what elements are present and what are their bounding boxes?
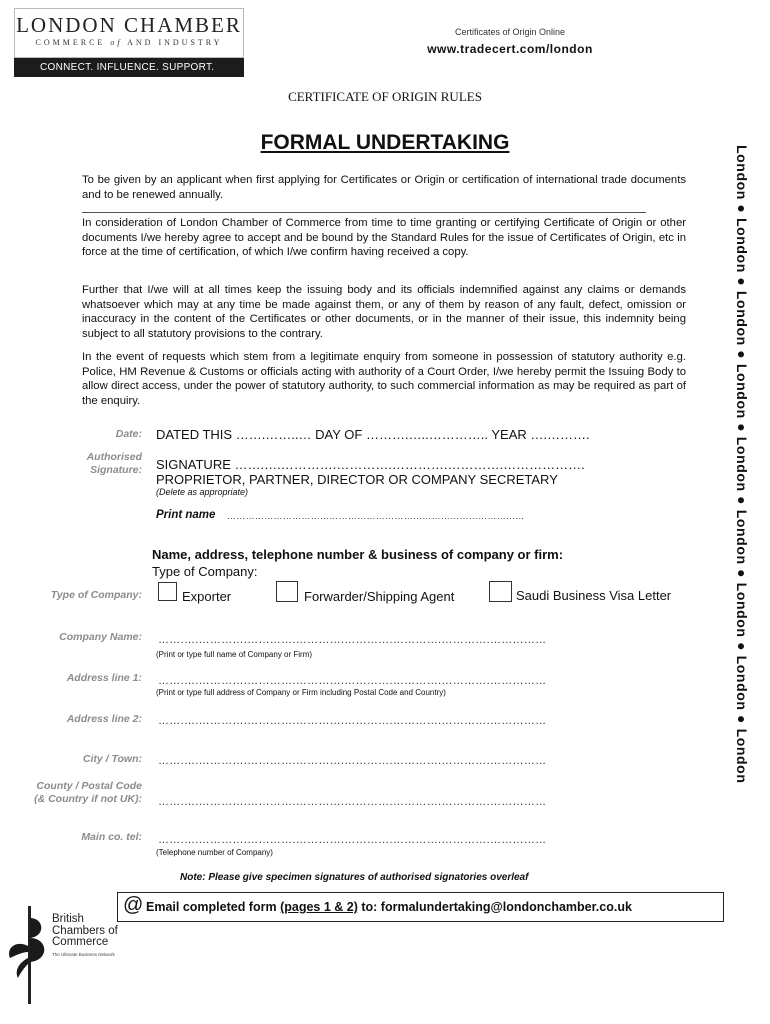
logo-tagline: CONNECT. INFLUENCE. SUPPORT. — [14, 58, 244, 77]
bcc-name — [52, 914, 118, 949]
main-tel-hint: (Telephone number of Company) — [156, 848, 273, 857]
email-middle: to: — [357, 900, 381, 914]
london-sidebar — [726, 145, 762, 895]
signature-label — [40, 451, 142, 477]
email-instruction — [146, 900, 632, 914]
forwarder-label: Forwarder/Shipping Agent — [304, 589, 455, 604]
print-name-label: Print name — [156, 509, 216, 521]
visa-letter-checkbox[interactable] — [489, 581, 512, 602]
logo-subtitle: COMMERCE of AND INDUSTRY — [35, 38, 223, 47]
bcc-line2: Chambers of — [52, 924, 118, 937]
date-label: Date: — [115, 428, 142, 440]
indemnity-paragraph: Further that I/we will at all times keep the issuing body and its officials indemnified against any claims or demands whatsoever which may at any time be made against them, or any of them by reason of any fault, defect, omission or inaccuracy in the content of the Certificates or other documents, or in the manner of their issue, this indemnity being subject to all statutory provisions to the contrary. — [82, 284, 686, 340]
address-line1-field[interactable]: …….….………….………….………….………….………….………….…………… — [158, 675, 547, 687]
header-url[interactable]: www.tradecert.com/london — [427, 42, 593, 56]
type-of-company-label: Type of Company: — [50, 589, 142, 601]
county-label — [6, 780, 142, 806]
bcc-tagline: The Ultimate Business Network — [52, 952, 115, 957]
visa-letter-label: Saudi Business Visa Letter — [516, 588, 672, 603]
bcc-logo — [0, 900, 118, 1010]
company-heading: Name, address, telephone number & business of company or firm: — [152, 547, 564, 562]
date-field[interactable]: DATED THIS …….……..… DAY OF ……….…..………….. YEAR ….………. — [156, 427, 590, 442]
type-heading: Type of Company: — [152, 564, 258, 579]
signature-label-line1: Authorised — [86, 451, 142, 463]
signature-roles: PROPRIETOR, PARTNER, DIRECTOR OR COMPANY SECRETARY — [156, 472, 558, 487]
company-name-hint: (Print or type full name of Company or Firm) — [156, 650, 313, 659]
sidebar-text: London ● London ● London ● London ● London ● London ● London ● London ● London — [734, 145, 750, 784]
rules-title: CERTIFICATE OF ORIGIN RULES — [288, 89, 482, 104]
city-field[interactable]: …….….………….………….………….………….………….………….…………… — [158, 755, 547, 767]
county-label-line2: (& Country if not UK): — [34, 793, 142, 805]
county-field[interactable]: …….….………….………….………….………….………….………….…………… — [158, 796, 547, 808]
at-icon: @ — [123, 894, 144, 916]
print-name-field[interactable]: …………………………………………………………………………………… — [227, 511, 525, 521]
page-title: FORMAL UNDERTAKING — [260, 131, 510, 154]
email-address-link[interactable]: formalundertaking@londonchamber.co.uk — [380, 900, 632, 914]
address-line1-label: Address line 1: — [66, 672, 142, 684]
signature-hint: (Delete as appropriate) — [156, 487, 249, 497]
logo-name — [15, 13, 243, 38]
address-line2-label: Address line 2: — [66, 713, 142, 725]
divider — [82, 212, 646, 213]
company-name-label: Company Name: — [59, 631, 142, 643]
company-name-field[interactable]: …….….………….………….………….………….………….………….…………… — [158, 634, 547, 646]
logo-name-left: LONDON — [16, 13, 117, 37]
address-line1-hint: (Print or type full address of Company or Firm including Postal Code and Country) — [156, 688, 446, 697]
signature-field[interactable]: SIGNATURE …….….………….………….………….………….………………. — [156, 457, 585, 472]
enquiry-paragraph: In the event of requests which stem from a legitimate enquiry from someone in possession of statutory authority e.g. Police, HM Revenue & Customs or officials acting with authority of a Court Order, I/we hereby permit the Issuing Body to allow direct access, under the power of statutory authority, to such commercial information as may be required as part of the enquiry. — [82, 351, 686, 407]
logo-sub-right: AND INDUSTRY — [127, 38, 223, 47]
header-subtitle: Certificates of Origin Online — [454, 27, 566, 37]
forwarder-checkbox[interactable] — [276, 581, 298, 602]
logo-box — [14, 8, 244, 58]
logo-sub-left: COMMERCE — [35, 38, 106, 47]
city-label: City / Town: — [82, 753, 142, 765]
london-chamber-logo — [14, 8, 244, 77]
logo-name-right: CHAMBER — [124, 13, 242, 37]
specimen-note: Note: Please give specimen signatures of authorised signatories overleaf — [180, 872, 529, 883]
signature-label-line2: Signature: — [90, 464, 142, 476]
bcc-line1: British — [52, 913, 84, 925]
main-tel-field[interactable]: …….….………….………….………….………….………….………….…………… — [158, 834, 547, 846]
exporter-label: Exporter — [182, 589, 232, 604]
email-instruction-box — [117, 892, 724, 922]
bcc-line3: Commerce — [52, 936, 109, 948]
county-label-line1: County / Postal Code — [36, 780, 142, 792]
intro-paragraph: To be given by an applicant when first applying for Certificates or Origin or certification of international trade documents and to be renewed annually. — [82, 174, 686, 201]
email-prefix: Email completed form — [146, 900, 281, 914]
main-tel-label: Main co. tel: — [81, 831, 142, 843]
address-line2-field[interactable]: …….….………….………….………….………….………….………….…………… — [158, 715, 547, 727]
email-pages: (pages 1 & 2) — [280, 900, 358, 914]
exporter-checkbox[interactable] — [158, 582, 177, 601]
consideration-paragraph: In consideration of London Chamber of Commerce from time to time granting or certifying Certificate of Origin or other documents I/we hereby agree to accept and be bound by the Standard Rules for the issue of Certificates of Origin, etc in force at the time of certification, of which I/we confirm having received a copy. — [82, 217, 686, 258]
